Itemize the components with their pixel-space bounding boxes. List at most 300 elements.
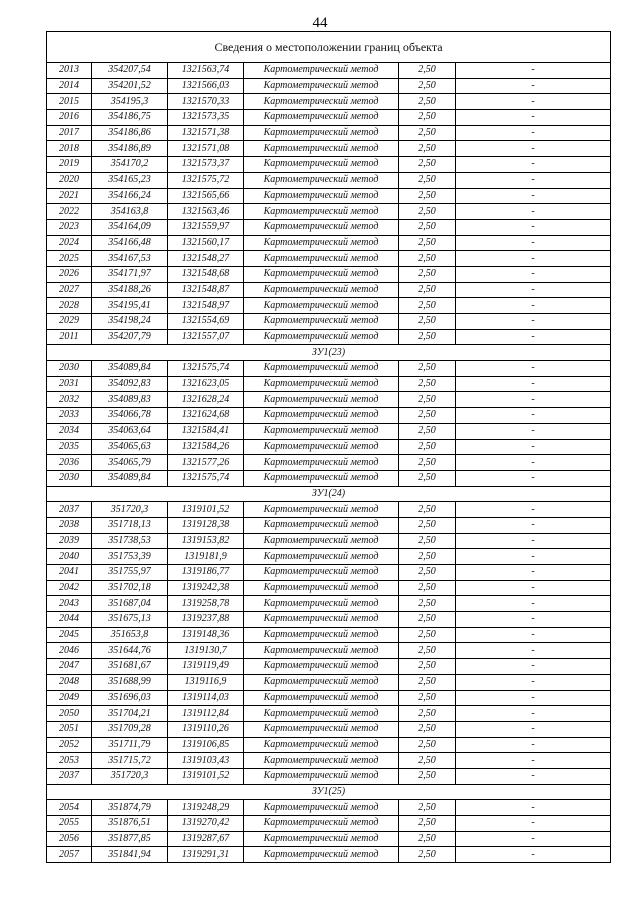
method-cell: Картометрический метод xyxy=(244,706,399,722)
precision-cell: 2,50 xyxy=(399,549,456,565)
precision-cell: 2,50 xyxy=(399,251,456,267)
y-coordinate-cell: 1319148,36 xyxy=(168,627,244,643)
method-cell: Картометрический метод xyxy=(244,565,399,581)
point-number-cell: 2019 xyxy=(47,157,92,173)
description-cell: - xyxy=(456,314,611,330)
y-coordinate-cell: 1321563,46 xyxy=(168,204,244,220)
precision-cell: 2,50 xyxy=(399,706,456,722)
description-cell: - xyxy=(456,659,611,675)
point-number-cell: 2045 xyxy=(47,627,92,643)
precision-cell: 2,50 xyxy=(399,596,456,612)
method-cell: Картометрический метод xyxy=(244,361,399,377)
x-coordinate-cell: 351877,85 xyxy=(92,831,168,847)
y-coordinate-cell: 1319110,26 xyxy=(168,721,244,737)
precision-cell: 2,50 xyxy=(399,266,456,282)
y-coordinate-cell: 1321584,26 xyxy=(168,439,244,455)
point-number-cell: 2047 xyxy=(47,659,92,675)
precision-cell: 2,50 xyxy=(399,455,456,471)
table-row xyxy=(47,659,611,675)
method-cell: Картометрический метод xyxy=(244,157,399,173)
precision-cell: 2,50 xyxy=(399,816,456,832)
precision-cell: 2,50 xyxy=(399,408,456,424)
x-coordinate-cell: 351718,13 xyxy=(92,517,168,533)
point-number-cell: 2054 xyxy=(47,800,92,816)
method-cell: Картометрический метод xyxy=(244,298,399,314)
x-coordinate-cell: 351874,79 xyxy=(92,800,168,816)
point-number-cell: 2025 xyxy=(47,251,92,267)
precision-cell: 2,50 xyxy=(399,533,456,549)
method-cell: Картометрический метод xyxy=(244,659,399,675)
table-row xyxy=(47,690,611,706)
point-number-cell: 2017 xyxy=(47,125,92,141)
method-cell: Картометрический метод xyxy=(244,643,399,659)
point-number-cell: 2048 xyxy=(47,674,92,690)
method-cell: Картометрический метод xyxy=(244,470,399,486)
table-row xyxy=(47,282,611,298)
table-row xyxy=(47,800,611,816)
y-coordinate-cell: 1319116,9 xyxy=(168,674,244,690)
table-row xyxy=(47,565,611,581)
precision-cell: 2,50 xyxy=(399,753,456,769)
point-number-cell: 2013 xyxy=(47,63,92,79)
table-row xyxy=(47,110,611,126)
precision-cell: 2,50 xyxy=(399,674,456,690)
description-cell: - xyxy=(456,204,611,220)
point-number-cell: 2051 xyxy=(47,721,92,737)
precision-cell: 2,50 xyxy=(399,204,456,220)
table-row xyxy=(47,376,611,392)
x-coordinate-cell: 351841,94 xyxy=(92,847,168,863)
method-cell: Картометрический метод xyxy=(244,329,399,345)
y-coordinate-cell: 1319237,88 xyxy=(168,612,244,628)
precision-cell: 2,50 xyxy=(399,690,456,706)
y-coordinate-cell: 1321575,74 xyxy=(168,361,244,377)
method-cell: Картометрический метод xyxy=(244,125,399,141)
description-cell: - xyxy=(456,768,611,784)
section-row xyxy=(47,345,611,361)
x-coordinate-cell: 351753,39 xyxy=(92,549,168,565)
table-row xyxy=(47,235,611,251)
point-number-cell: 2052 xyxy=(47,737,92,753)
table-row xyxy=(47,141,611,157)
description-cell: - xyxy=(456,172,611,188)
point-number-cell: 2035 xyxy=(47,439,92,455)
x-coordinate-cell: 354165,23 xyxy=(92,172,168,188)
method-cell: Картометрический метод xyxy=(244,455,399,471)
point-number-cell: 2015 xyxy=(47,94,92,110)
method-cell: Картометрический метод xyxy=(244,188,399,204)
table-row xyxy=(47,125,611,141)
point-number-cell: 2026 xyxy=(47,266,92,282)
page-number: 44 xyxy=(312,15,328,31)
precision-cell: 2,50 xyxy=(399,502,456,518)
point-number-cell: 2057 xyxy=(47,847,92,863)
precision-cell: 2,50 xyxy=(399,376,456,392)
table-row xyxy=(47,266,611,282)
section-row xyxy=(47,486,611,502)
y-coordinate-cell: 1319119,49 xyxy=(168,659,244,675)
x-coordinate-cell: 351702,18 xyxy=(92,580,168,596)
y-coordinate-cell: 1319128,38 xyxy=(168,517,244,533)
description-cell: - xyxy=(456,674,611,690)
description-cell: - xyxy=(456,533,611,549)
x-coordinate-cell: 354207,79 xyxy=(92,329,168,345)
table-row xyxy=(47,847,611,863)
description-cell: - xyxy=(456,423,611,439)
precision-cell: 2,50 xyxy=(399,423,456,439)
point-number-cell: 2056 xyxy=(47,831,92,847)
table-row xyxy=(47,706,611,722)
x-coordinate-cell: 354089,84 xyxy=(92,470,168,486)
method-cell: Картометрический метод xyxy=(244,94,399,110)
method-cell: Картометрический метод xyxy=(244,737,399,753)
y-coordinate-cell: 1319186,77 xyxy=(168,565,244,581)
description-cell: - xyxy=(456,831,611,847)
y-coordinate-cell: 1321566,03 xyxy=(168,78,244,94)
precision-cell: 2,50 xyxy=(399,361,456,377)
point-number-cell: 2038 xyxy=(47,517,92,533)
x-coordinate-cell: 354089,83 xyxy=(92,392,168,408)
point-number-cell: 2044 xyxy=(47,612,92,628)
table-row xyxy=(47,768,611,784)
precision-cell: 2,50 xyxy=(399,580,456,596)
table-row xyxy=(47,188,611,204)
method-cell: Картометрический метод xyxy=(244,408,399,424)
x-coordinate-cell: 354065,79 xyxy=(92,455,168,471)
table-row xyxy=(47,63,611,79)
section-row xyxy=(47,784,611,800)
table-row xyxy=(47,502,611,518)
x-coordinate-cell: 354186,86 xyxy=(92,125,168,141)
table-row xyxy=(47,392,611,408)
point-number-cell: 2041 xyxy=(47,565,92,581)
point-number-cell: 2022 xyxy=(47,204,92,220)
description-cell: - xyxy=(456,94,611,110)
precision-cell: 2,50 xyxy=(399,565,456,581)
description-cell: - xyxy=(456,110,611,126)
x-coordinate-cell: 354186,75 xyxy=(92,110,168,126)
point-number-cell: 2049 xyxy=(47,690,92,706)
x-coordinate-cell: 354195,3 xyxy=(92,94,168,110)
y-coordinate-cell: 1321573,35 xyxy=(168,110,244,126)
precision-cell: 2,50 xyxy=(399,439,456,455)
x-coordinate-cell: 351711,79 xyxy=(92,737,168,753)
table-row xyxy=(47,78,611,94)
y-coordinate-cell: 1321570,33 xyxy=(168,94,244,110)
y-coordinate-cell: 1319242,38 xyxy=(168,580,244,596)
x-coordinate-cell: 351644,76 xyxy=(92,643,168,659)
table-row xyxy=(47,423,611,439)
table-row xyxy=(47,204,611,220)
description-cell: - xyxy=(456,800,611,816)
point-number-cell: 2034 xyxy=(47,423,92,439)
point-number-cell: 2014 xyxy=(47,78,92,94)
table-row xyxy=(47,612,611,628)
y-coordinate-cell: 1321624,68 xyxy=(168,408,244,424)
table-row xyxy=(47,439,611,455)
point-number-cell: 2011 xyxy=(47,329,92,345)
precision-cell: 2,50 xyxy=(399,78,456,94)
y-coordinate-cell: 1319248,29 xyxy=(168,800,244,816)
point-number-cell: 2033 xyxy=(47,408,92,424)
y-coordinate-cell: 1319112,84 xyxy=(168,706,244,722)
precision-cell: 2,50 xyxy=(399,157,456,173)
description-cell: - xyxy=(456,721,611,737)
description-cell: - xyxy=(456,706,611,722)
table-title: Сведения о местоположении границ объекта xyxy=(47,32,611,63)
y-coordinate-cell: 1319101,52 xyxy=(168,768,244,784)
x-coordinate-cell: 354166,24 xyxy=(92,188,168,204)
table-row xyxy=(47,753,611,769)
precision-cell: 2,50 xyxy=(399,219,456,235)
method-cell: Картометрический метод xyxy=(244,768,399,784)
x-coordinate-cell: 351681,67 xyxy=(92,659,168,675)
description-cell: - xyxy=(456,690,611,706)
point-number-cell: 2016 xyxy=(47,110,92,126)
precision-cell: 2,50 xyxy=(399,831,456,847)
y-coordinate-cell: 1321571,08 xyxy=(168,141,244,157)
precision-cell: 2,50 xyxy=(399,110,456,126)
x-coordinate-cell: 354089,84 xyxy=(92,361,168,377)
table-row xyxy=(47,737,611,753)
method-cell: Картометрический метод xyxy=(244,172,399,188)
method-cell: Картометрический метод xyxy=(244,816,399,832)
description-cell: - xyxy=(456,125,611,141)
table-row xyxy=(47,361,611,377)
boundary-coordinates-table xyxy=(46,31,611,863)
precision-cell: 2,50 xyxy=(399,800,456,816)
table-row xyxy=(47,674,611,690)
y-coordinate-cell: 1321560,17 xyxy=(168,235,244,251)
x-coordinate-cell: 351653,8 xyxy=(92,627,168,643)
table-row xyxy=(47,533,611,549)
precision-cell: 2,50 xyxy=(399,470,456,486)
table-title-row xyxy=(47,32,611,63)
table-row xyxy=(47,157,611,173)
method-cell: Картометрический метод xyxy=(244,439,399,455)
x-coordinate-cell: 351688,99 xyxy=(92,674,168,690)
y-coordinate-cell: 1321575,74 xyxy=(168,470,244,486)
method-cell: Картометрический метод xyxy=(244,549,399,565)
description-cell: - xyxy=(456,63,611,79)
point-number-cell: 2039 xyxy=(47,533,92,549)
y-coordinate-cell: 1321548,68 xyxy=(168,266,244,282)
method-cell: Картометрический метод xyxy=(244,392,399,408)
y-coordinate-cell: 1319103,43 xyxy=(168,753,244,769)
method-cell: Картометрический метод xyxy=(244,517,399,533)
description-cell: - xyxy=(456,78,611,94)
description-cell: - xyxy=(456,549,611,565)
method-cell: Картометрический метод xyxy=(244,674,399,690)
method-cell: Картометрический метод xyxy=(244,831,399,847)
x-coordinate-cell: 354188,26 xyxy=(92,282,168,298)
table-body xyxy=(47,32,611,863)
y-coordinate-cell: 1319270,42 xyxy=(168,816,244,832)
y-coordinate-cell: 1319258,78 xyxy=(168,596,244,612)
point-number-cell: 2046 xyxy=(47,643,92,659)
y-coordinate-cell: 1319153,82 xyxy=(168,533,244,549)
method-cell: Картометрический метод xyxy=(244,847,399,863)
x-coordinate-cell: 354163,8 xyxy=(92,204,168,220)
method-cell: Картометрический метод xyxy=(244,219,399,235)
method-cell: Картометрический метод xyxy=(244,376,399,392)
table-row xyxy=(47,517,611,533)
x-coordinate-cell: 354092,83 xyxy=(92,376,168,392)
table-row xyxy=(47,580,611,596)
precision-cell: 2,50 xyxy=(399,721,456,737)
y-coordinate-cell: 1321575,72 xyxy=(168,172,244,188)
precision-cell: 2,50 xyxy=(399,612,456,628)
point-number-cell: 2030 xyxy=(47,361,92,377)
section-label: ЗУ1(25) xyxy=(47,784,611,800)
precision-cell: 2,50 xyxy=(399,172,456,188)
precision-cell: 2,50 xyxy=(399,329,456,345)
y-coordinate-cell: 1321554,69 xyxy=(168,314,244,330)
y-coordinate-cell: 1321571,38 xyxy=(168,125,244,141)
description-cell: - xyxy=(456,439,611,455)
y-coordinate-cell: 1319101,52 xyxy=(168,502,244,518)
precision-cell: 2,50 xyxy=(399,659,456,675)
method-cell: Картометрический метод xyxy=(244,423,399,439)
x-coordinate-cell: 354063,64 xyxy=(92,423,168,439)
method-cell: Картометрический метод xyxy=(244,580,399,596)
x-coordinate-cell: 351738,53 xyxy=(92,533,168,549)
y-coordinate-cell: 1321584,41 xyxy=(168,423,244,439)
description-cell: - xyxy=(456,361,611,377)
y-coordinate-cell: 1321577,26 xyxy=(168,455,244,471)
y-coordinate-cell: 1321565,66 xyxy=(168,188,244,204)
x-coordinate-cell: 354066,78 xyxy=(92,408,168,424)
point-number-cell: 2037 xyxy=(47,502,92,518)
description-cell: - xyxy=(456,219,611,235)
precision-cell: 2,50 xyxy=(399,235,456,251)
table-row xyxy=(47,831,611,847)
table-row xyxy=(47,251,611,267)
description-cell: - xyxy=(456,408,611,424)
precision-cell: 2,50 xyxy=(399,188,456,204)
x-coordinate-cell: 354198,24 xyxy=(92,314,168,330)
point-number-cell: 2023 xyxy=(47,219,92,235)
table-row xyxy=(47,408,611,424)
method-cell: Картометрический метод xyxy=(244,627,399,643)
description-cell: - xyxy=(456,235,611,251)
y-coordinate-cell: 1321557,07 xyxy=(168,329,244,345)
x-coordinate-cell: 351720,3 xyxy=(92,768,168,784)
point-number-cell: 2028 xyxy=(47,298,92,314)
method-cell: Картометрический метод xyxy=(244,753,399,769)
description-cell: - xyxy=(456,612,611,628)
point-number-cell: 2021 xyxy=(47,188,92,204)
description-cell: - xyxy=(456,188,611,204)
precision-cell: 2,50 xyxy=(399,314,456,330)
x-coordinate-cell: 351715,72 xyxy=(92,753,168,769)
x-coordinate-cell: 354166,48 xyxy=(92,235,168,251)
description-cell: - xyxy=(456,376,611,392)
table-row xyxy=(47,643,611,659)
method-cell: Картометрический метод xyxy=(244,690,399,706)
method-cell: Картометрический метод xyxy=(244,721,399,737)
point-number-cell: 2032 xyxy=(47,392,92,408)
description-cell: - xyxy=(456,266,611,282)
x-coordinate-cell: 354207,54 xyxy=(92,63,168,79)
table-row xyxy=(47,94,611,110)
precision-cell: 2,50 xyxy=(399,282,456,298)
y-coordinate-cell: 1319287,67 xyxy=(168,831,244,847)
table-row xyxy=(47,721,611,737)
description-cell: - xyxy=(456,329,611,345)
table-row xyxy=(47,298,611,314)
precision-cell: 2,50 xyxy=(399,737,456,753)
point-number-cell: 2031 xyxy=(47,376,92,392)
description-cell: - xyxy=(456,392,611,408)
table-row xyxy=(47,627,611,643)
method-cell: Картометрический метод xyxy=(244,204,399,220)
y-coordinate-cell: 1319181,9 xyxy=(168,549,244,565)
table-row xyxy=(47,172,611,188)
table-row xyxy=(47,329,611,345)
description-cell: - xyxy=(456,470,611,486)
y-coordinate-cell: 1319114,03 xyxy=(168,690,244,706)
point-number-cell: 2042 xyxy=(47,580,92,596)
method-cell: Картометрический метод xyxy=(244,612,399,628)
description-cell: - xyxy=(456,847,611,863)
description-cell: - xyxy=(456,596,611,612)
y-coordinate-cell: 1321563,74 xyxy=(168,63,244,79)
point-number-cell: 2050 xyxy=(47,706,92,722)
method-cell: Картометрический метод xyxy=(244,282,399,298)
x-coordinate-cell: 354171,97 xyxy=(92,266,168,282)
x-coordinate-cell: 354170,2 xyxy=(92,157,168,173)
x-coordinate-cell: 351876,51 xyxy=(92,816,168,832)
precision-cell: 2,50 xyxy=(399,94,456,110)
point-number-cell: 2030 xyxy=(47,470,92,486)
method-cell: Картометрический метод xyxy=(244,110,399,126)
description-cell: - xyxy=(456,643,611,659)
precision-cell: 2,50 xyxy=(399,141,456,157)
description-cell: - xyxy=(456,517,611,533)
x-coordinate-cell: 351675,13 xyxy=(92,612,168,628)
section-label: ЗУ1(24) xyxy=(47,486,611,502)
description-cell: - xyxy=(456,627,611,643)
description-cell: - xyxy=(456,502,611,518)
y-coordinate-cell: 1321559,97 xyxy=(168,219,244,235)
method-cell: Картометрический метод xyxy=(244,78,399,94)
table-row xyxy=(47,816,611,832)
precision-cell: 2,50 xyxy=(399,392,456,408)
method-cell: Картометрический метод xyxy=(244,251,399,267)
table-row xyxy=(47,596,611,612)
method-cell: Картометрический метод xyxy=(244,800,399,816)
table-row xyxy=(47,549,611,565)
description-cell: - xyxy=(456,141,611,157)
description-cell: - xyxy=(456,565,611,581)
x-coordinate-cell: 354195,41 xyxy=(92,298,168,314)
table-row xyxy=(47,470,611,486)
method-cell: Картометрический метод xyxy=(244,314,399,330)
description-cell: - xyxy=(456,455,611,471)
description-cell: - xyxy=(456,251,611,267)
point-number-cell: 2055 xyxy=(47,816,92,832)
x-coordinate-cell: 351709,28 xyxy=(92,721,168,737)
method-cell: Картометрический метод xyxy=(244,502,399,518)
description-cell: - xyxy=(456,816,611,832)
method-cell: Картометрический метод xyxy=(244,596,399,612)
x-coordinate-cell: 354065,63 xyxy=(92,439,168,455)
precision-cell: 2,50 xyxy=(399,768,456,784)
method-cell: Картометрический метод xyxy=(244,235,399,251)
description-cell: - xyxy=(456,298,611,314)
y-coordinate-cell: 1321548,87 xyxy=(168,282,244,298)
